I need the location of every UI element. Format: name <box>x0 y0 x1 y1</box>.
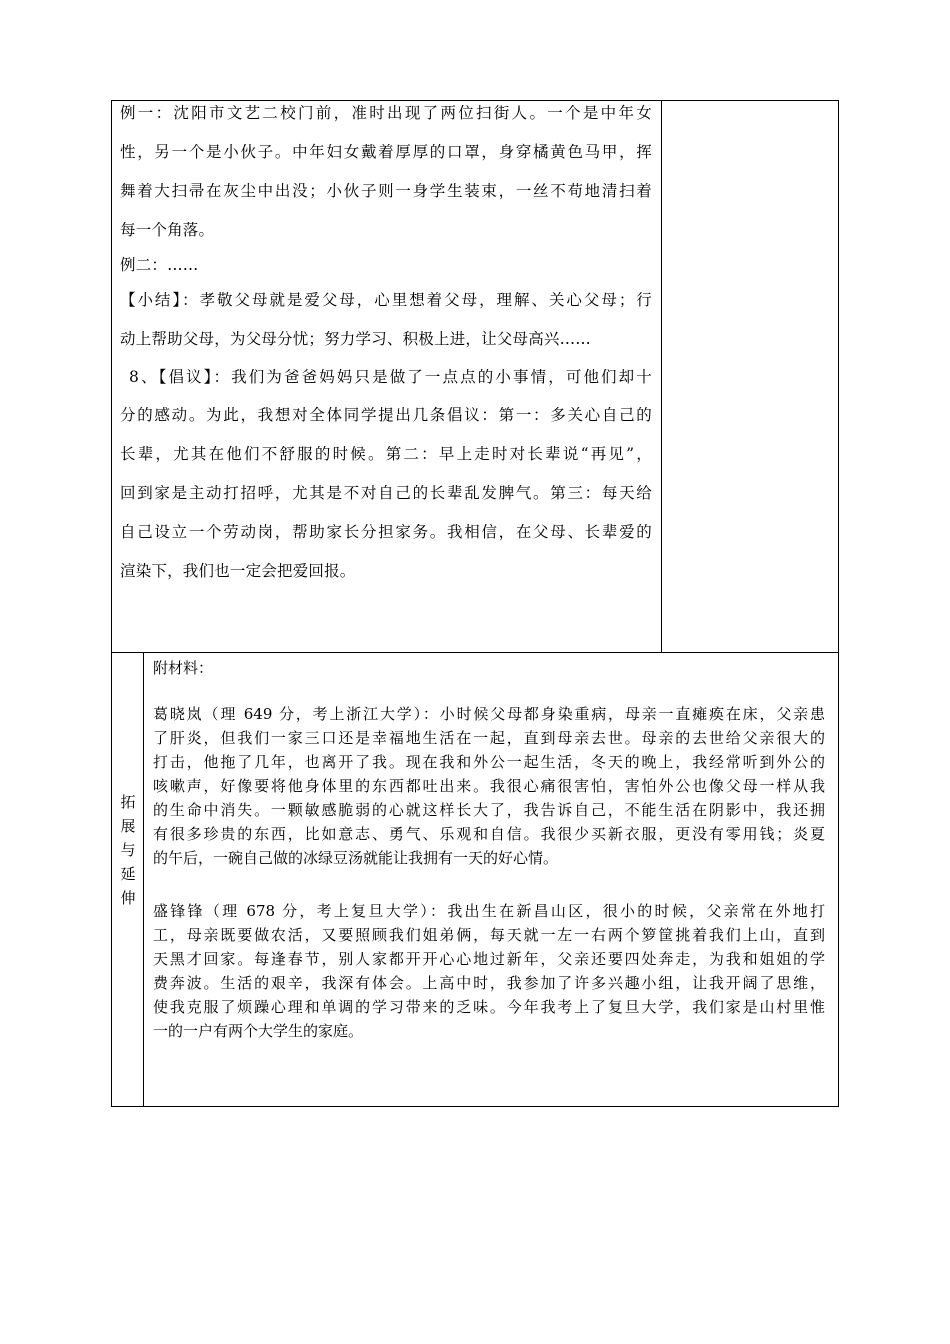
row-divider <box>111 652 839 653</box>
label-char: 展 <box>120 817 136 835</box>
paragraph-line: 葛晓岚（理 649 分，考上浙江大学）：小时候父母都身染重病，母亲一直瘫痪在床，父亲患 <box>153 705 825 723</box>
content-line: 长辈，尤其在他们不舒服的时候。第二：早上走时对长辈说“再见”， <box>120 445 652 463</box>
content-line: 例二：…… <box>120 256 199 274</box>
paragraph-line: 有很多珍贵的东西，比如意志、勇气、乐观和自信。我很少买新衣服，更没有零用钱；炎夏 <box>153 825 825 843</box>
table-left-border <box>111 100 112 1107</box>
content-line: 性，另一个是小伙子。中年妇女戴着厚厚的口罩，身穿橘黄色马甲，挥 <box>120 143 652 161</box>
appendix-heading-block <box>153 656 825 680</box>
content-line: 【小结】：孝敬父母就是爱父母，心里想着父母，理解、关心父母；行 <box>120 291 652 309</box>
content-line: 8、【倡议】：我们为爸爸妈妈只是做了一点点的小事情，可他们却十 <box>129 368 652 386</box>
paragraph-line: 天黑才回家。每逢春节，别人家都开开心心地过新年，父亲还要四处奔走，为我和姐姐的学 <box>153 950 825 968</box>
content-line: 自己设立一个劳动岗，帮助家长分担家务。我相信，在父母、长辈爱的 <box>120 523 652 541</box>
content-line: 例一：沈阳市文艺二校门前，准时出现了两位扫街人。一个是中年女 <box>120 104 652 122</box>
paragraph-line: 使我克服了烦躁心理和单调的学习带来的乏味。今年我考上了复旦大学，我们家是山村里惟 <box>153 998 825 1016</box>
content-line: 回到家是主动打招呼，尤其是不对自己的长辈乱发脾气。第三：每天给 <box>120 484 652 502</box>
label-char: 拓 <box>120 793 136 811</box>
label-char: 与 <box>120 841 136 859</box>
paragraph-line: 了肝炎，但我们一家三口还是幸福地生活在一起，直到母亲去世。母亲的去世给父亲很大的 <box>153 729 825 747</box>
paragraph-line: 的午后，一碗自己做的冰绿豆汤就能让我拥有一天的好心情。 <box>153 849 559 867</box>
label-char: 伸 <box>120 889 136 907</box>
appendix-heading: 附材料： <box>153 659 214 677</box>
appendix-paragraph-1 <box>153 702 825 870</box>
paragraph-line: 咳嗽声，好像要将他身体里的东西都吐出来。我很心痛很害怕，害怕外公也像父母一样从我 <box>153 777 825 795</box>
paragraph-line: 一的一户有两个大学生的家庭。 <box>153 1022 364 1040</box>
content-line: 渲染下，我们也一定会把爱回报。 <box>120 562 356 580</box>
paragraph-line: 打击，他拖了几年，也离开了我。现在我和外公一起生活，冬天的晚上，我经常听到外公的 <box>153 753 825 771</box>
content-line: 分的感动。为此，我想对全体同学提出几条倡议：第一：多关心自己的 <box>120 406 652 424</box>
extension-label <box>112 790 144 910</box>
paragraph-line: 盛锋锋（理 678 分，考上复旦大学）：我出生在新昌山区，很小的时候，父亲常在外地打 <box>153 902 825 920</box>
appendix-paragraph-2 <box>153 899 825 1043</box>
lesson-content-cell <box>120 94 652 591</box>
paragraph-line: 的生命中消失。一颗敏感脆弱的心就这样长大了，我告诉自己，不能生活在阴影中，我还拥 <box>153 801 825 819</box>
content-line: 每一个角落。 <box>120 221 215 239</box>
table-bottom-border <box>111 1106 839 1107</box>
upper-column-divider <box>661 100 662 652</box>
label-char: 延 <box>120 865 136 883</box>
table-right-border <box>838 100 839 1107</box>
content-line: 舞着大扫帚在灰尘中出没；小伙子则一身学生装束，一丝不苟地清扫着 <box>120 182 652 200</box>
content-line: 动上帮助父母，为父母分忧；努力学习、积极上进，让父母高兴…… <box>120 330 592 348</box>
paragraph-line: 费奔波。生活的艰辛，我深有体会。上高中时，我参加了许多兴趣小组，让我开阔了思维， <box>153 974 825 992</box>
paragraph-line: 工，母亲既要做农活，又要照顾我们姐弟俩，每天就一左一右两个箩筐挑着我们上山，直到 <box>153 926 825 944</box>
